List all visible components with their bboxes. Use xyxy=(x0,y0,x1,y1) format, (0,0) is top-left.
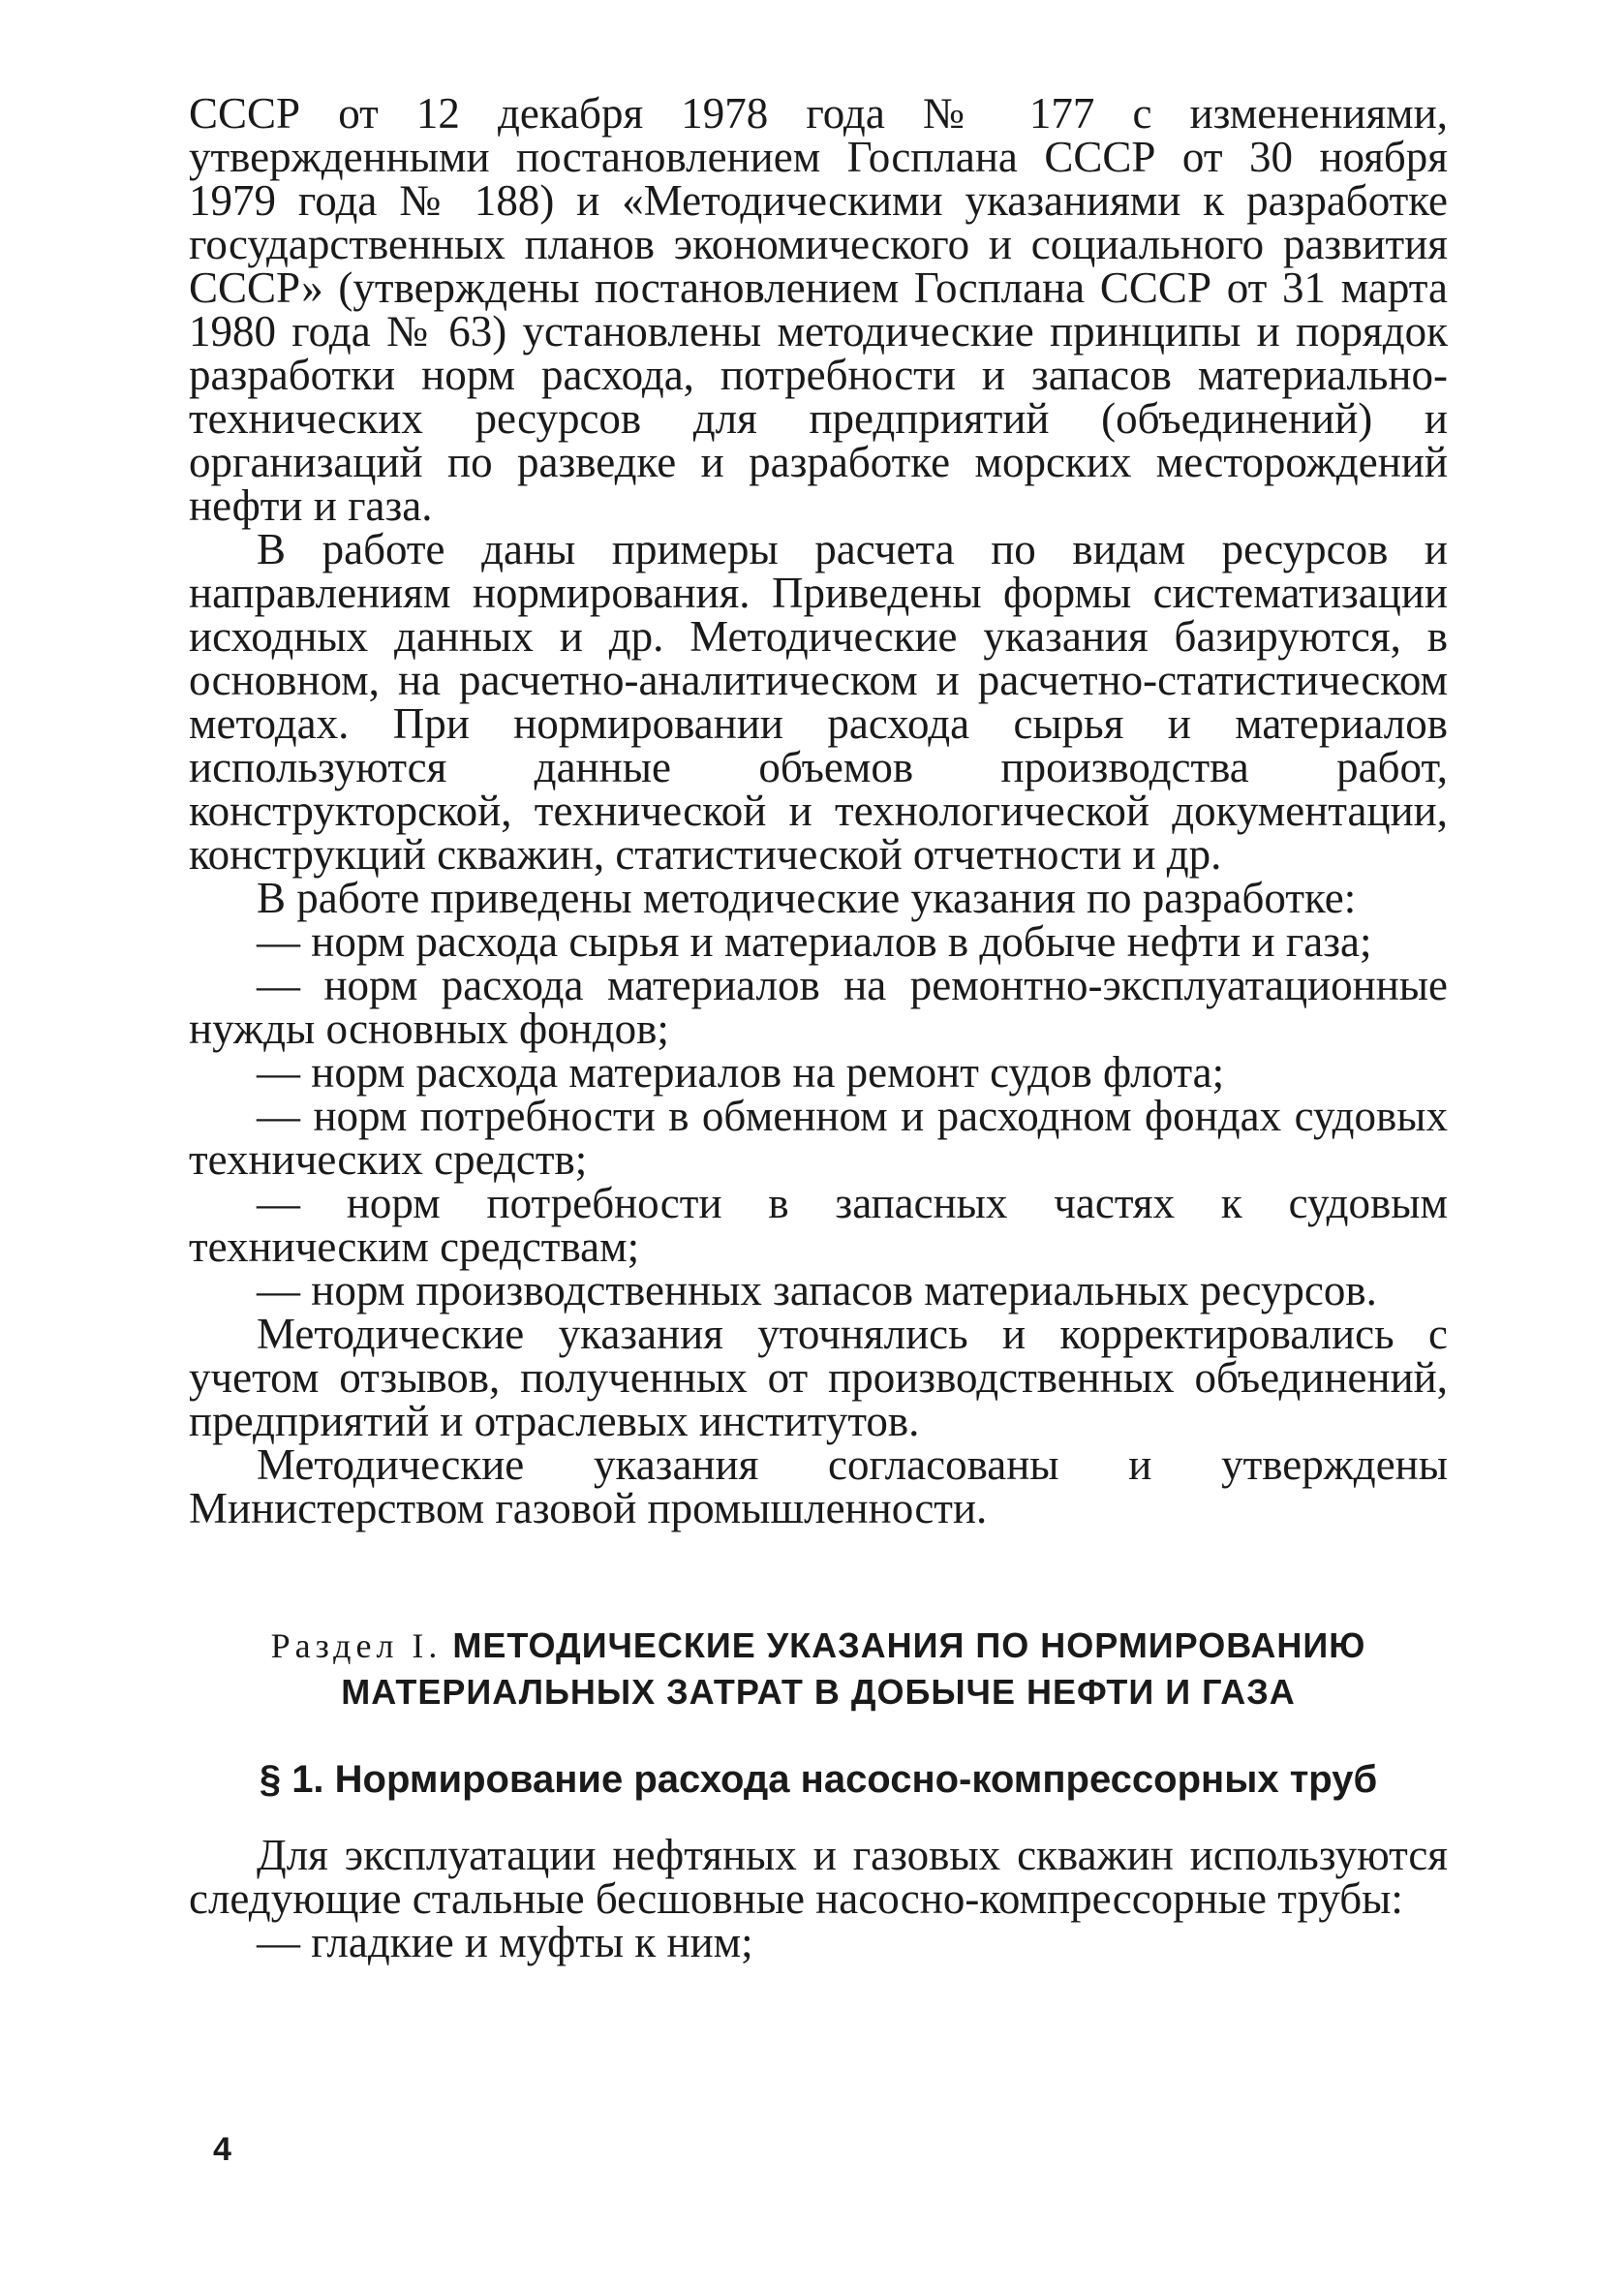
page-number: 4 xyxy=(213,2131,231,2168)
paragraph-examples: В работе даны примеры расчета по видам ресурсов и направлениям нормирования. Приведены формы систематизации исходных данных и др. Методические указания базируются, в основном, на расчетно-аналитическом и расчетно-статистическом методах. При нормировании расхода сырья и материалов используются данные объемов производства работ, конструкторской, технической и технологической документации, конструкций скважин, статистической отчетности и др. xyxy=(189,525,1448,879)
subsection-heading: § 1. Нормирование расхода насосно-компрессорных труб xyxy=(259,1758,1378,1801)
document-page xyxy=(189,89,1448,1966)
intro-paragraph: СССР от 12 декабря 1978 года № 177 с изменениями, утвержденными постановлением Госплана СССР от 30 ноября 1979 года № 188) и «Методическими указаниями к разработке государственных планов экономического и социального развития СССР» (утверждены постановлением Госплана СССР от 31 марта 1980 года № 63) установлены методические принципы и порядок разработки норм расхода, потребности и запасов материально-технических ресурсов для предприятий (объединений) и организаций по разведке и разработке морских месторождений нефти и газа. xyxy=(189,89,1448,530)
section-title-line-1: МЕТОДИЧЕСКИЕ УКАЗАНИЯ ПО НОРМИРОВАНИЮ xyxy=(452,1625,1366,1665)
norms-list xyxy=(189,917,1448,1314)
section-prefix: Раздел I. xyxy=(270,1626,443,1665)
paragraph-guidelines-intro: В работе приведены методические указания по разработке: xyxy=(257,874,1357,922)
section-heading xyxy=(189,1623,1448,1716)
paragraph-pipes-intro: Для эксплуатации нефтяных и газовых скважин используются следующие стальные бесшовные насосно-компрессорные трубы: xyxy=(189,1831,1448,1923)
list-item: — норм потребности в обменном и расходном фондах судовых технических средств; xyxy=(189,1092,1448,1184)
paragraph-feedback: Методические указания уточнялись и корректировались с учетом отзывов, полученных от производственных объединений, предприятий и отраслевых институтов. xyxy=(189,1310,1448,1445)
section-title-line-2: МАТЕРИАЛЬНЫХ ЗАТРАТ В ДОБЫЧЕ НЕФТИ И ГАЗА xyxy=(341,1672,1296,1712)
paragraph-approval: Методические указания согласованы и утверждены Министерством газовой промышленности. xyxy=(189,1440,1448,1532)
list-item: — норм расхода материалов на ремонт судов флота; xyxy=(257,1048,1225,1097)
list-item: — норм расхода материалов на ремонтно-эксплуатационные нужды основных фондов; xyxy=(189,961,1448,1053)
list-item: — норм расхода сырья и материалов в добыче нефти и газа; xyxy=(257,917,1372,966)
list-item: — норм производственных запасов материальных ресурсов. xyxy=(257,1266,1377,1314)
list-item-pipes: — гладкие и муфты к ним; xyxy=(257,1918,753,1966)
list-item: — норм потребности в запасных частях к судовым техническим средствам; xyxy=(189,1179,1448,1271)
section-heading-line-1 xyxy=(189,1623,1448,1669)
